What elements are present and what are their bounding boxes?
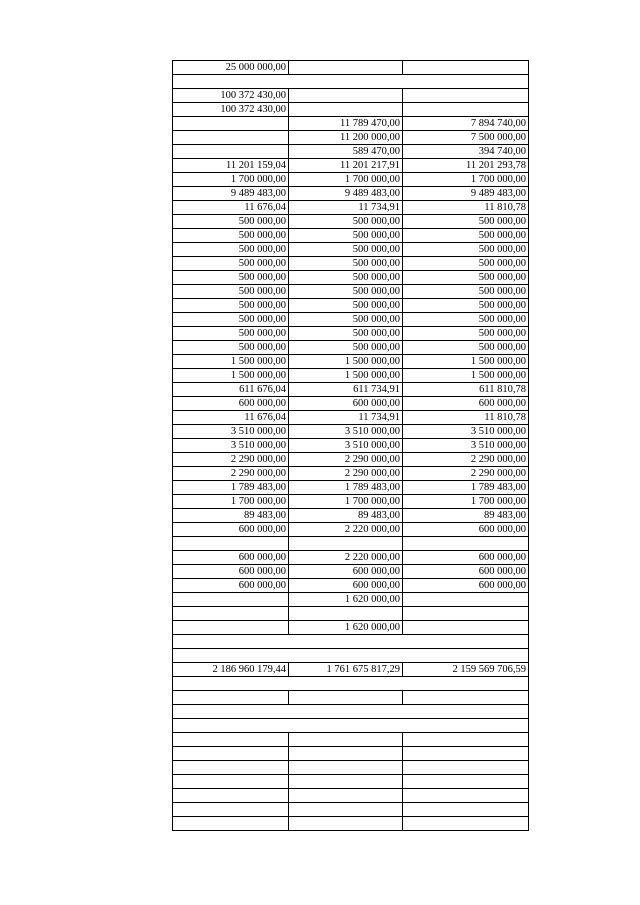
table-cell-col3: 11 810,78 xyxy=(403,411,529,425)
table-cell-col1 xyxy=(173,761,289,775)
table-row xyxy=(173,355,529,369)
table-cell-col3: 500 000,00 xyxy=(403,257,529,271)
table-cell-col3 xyxy=(403,621,529,635)
table-row xyxy=(173,425,529,439)
table-row xyxy=(173,201,529,215)
table-cell-col1: 500 000,00 xyxy=(173,313,289,327)
table-row xyxy=(173,803,529,817)
table-cell-col2: 11 789 470,00 xyxy=(289,117,403,131)
table-row xyxy=(173,747,529,761)
table-cell-col2: 600 000,00 xyxy=(289,397,403,411)
table-cell-col2: 11 200 000,00 xyxy=(289,131,403,145)
table-cell-col1: 1 789 483,00 xyxy=(173,481,289,495)
table-cell-col3: 3 510 000,00 xyxy=(403,439,529,453)
table-cell-col2: 500 000,00 xyxy=(289,271,403,285)
table-body xyxy=(173,61,529,831)
table-row xyxy=(173,719,529,733)
table-row xyxy=(173,467,529,481)
table-cell-col3 xyxy=(403,593,529,607)
table-cell-col1: 500 000,00 xyxy=(173,285,289,299)
table-cell-col2: 500 000,00 xyxy=(289,243,403,257)
table-row xyxy=(173,579,529,593)
table-cell-col2: 1 500 000,00 xyxy=(289,355,403,369)
table-cell-col3: 394 740,00 xyxy=(403,145,529,159)
table-row xyxy=(173,327,529,341)
table-cell-col2: 3 510 000,00 xyxy=(289,439,403,453)
table-cell-col2 xyxy=(289,747,403,761)
table-cell-col3: 600 000,00 xyxy=(403,565,529,579)
table-cell-col2: 500 000,00 xyxy=(289,215,403,229)
table-cell-col2: 500 000,00 xyxy=(289,313,403,327)
table-row xyxy=(173,523,529,537)
table-row xyxy=(173,677,529,691)
table-cell-col1 xyxy=(173,817,289,831)
table-cell-col1 xyxy=(173,789,289,803)
table-row xyxy=(173,565,529,579)
table-cell-col3: 1 500 000,00 xyxy=(403,369,529,383)
table-cell-col3 xyxy=(403,803,529,817)
table-cell-col2 xyxy=(289,803,403,817)
table-cell-col2: 1 620 000,00 xyxy=(289,621,403,635)
table-cell-col2: 2 290 000,00 xyxy=(289,453,403,467)
table-row xyxy=(173,397,529,411)
table-cell-col2: 1 500 000,00 xyxy=(289,369,403,383)
table-cell-col1: 89 483,00 xyxy=(173,509,289,523)
budget-table xyxy=(172,60,529,831)
table-row xyxy=(173,453,529,467)
table-cell-col1: 600 000,00 xyxy=(173,565,289,579)
table-row xyxy=(173,257,529,271)
table-row xyxy=(173,229,529,243)
table-cell-col2 xyxy=(289,789,403,803)
table-cell-col2 xyxy=(289,103,403,117)
table-row xyxy=(173,285,529,299)
table-cell-col1: 1 700 000,00 xyxy=(173,495,289,509)
table-cell-col2: 500 000,00 xyxy=(289,299,403,313)
table-cell-col3 xyxy=(403,789,529,803)
table-cell-col3: 600 000,00 xyxy=(403,523,529,537)
table-cell-col1: 11 676,04 xyxy=(173,411,289,425)
table-cell-col2: 2 220 000,00 xyxy=(289,551,403,565)
table-cell-col1 xyxy=(173,621,289,635)
table-cell-col3: 500 000,00 xyxy=(403,341,529,355)
table-row xyxy=(173,61,529,75)
table-row xyxy=(173,215,529,229)
table-row xyxy=(173,145,529,159)
table-cell-col3: 2 290 000,00 xyxy=(403,467,529,481)
table-row xyxy=(173,691,529,705)
table-cell-col3 xyxy=(403,607,529,621)
table-cell-col1: 500 000,00 xyxy=(173,341,289,355)
table-row xyxy=(173,411,529,425)
table-cell-col3: 11 810,78 xyxy=(403,201,529,215)
table-row xyxy=(173,607,529,621)
merged-cell xyxy=(173,649,529,663)
table-row xyxy=(173,733,529,747)
table-cell-col2: 600 000,00 xyxy=(289,565,403,579)
table-cell-col2 xyxy=(289,733,403,747)
table-cell-col2: 1 700 000,00 xyxy=(289,495,403,509)
table-cell-col2: 1 789 483,00 xyxy=(289,481,403,495)
table-cell-col2: 11 734,91 xyxy=(289,411,403,425)
table-cell-col3 xyxy=(403,775,529,789)
table-row xyxy=(173,621,529,635)
table-row xyxy=(173,103,529,117)
table-cell-col3: 600 000,00 xyxy=(403,579,529,593)
table-row xyxy=(173,537,529,551)
table-cell-col3 xyxy=(403,691,529,705)
table-row xyxy=(173,89,529,103)
table-cell-col2: 500 000,00 xyxy=(289,285,403,299)
merged-cell xyxy=(173,719,529,733)
table-cell-col1 xyxy=(173,775,289,789)
table-cell-col3: 9 489 483,00 xyxy=(403,187,529,201)
table-cell-col3: 11 201 293,78 xyxy=(403,159,529,173)
table-cell-col1: 11 676,04 xyxy=(173,201,289,215)
table-cell-col3: 600 000,00 xyxy=(403,551,529,565)
table-cell-col3: 500 000,00 xyxy=(403,215,529,229)
table-cell-col3 xyxy=(403,537,529,551)
table-cell-col2: 2 290 000,00 xyxy=(289,467,403,481)
table-cell-col1: 600 000,00 xyxy=(173,551,289,565)
table-cell-col3: 1 700 000,00 xyxy=(403,173,529,187)
table-cell-col1: 2 186 960 179,44 xyxy=(173,663,289,677)
table-cell-col2: 500 000,00 xyxy=(289,341,403,355)
merged-cell xyxy=(173,677,529,691)
table-row xyxy=(173,551,529,565)
table-cell-col1: 2 290 000,00 xyxy=(173,453,289,467)
table-row xyxy=(173,187,529,201)
spreadsheet-page xyxy=(172,60,528,831)
table-row xyxy=(173,509,529,523)
table-cell-col2: 3 510 000,00 xyxy=(289,425,403,439)
table-cell-col2: 500 000,00 xyxy=(289,327,403,341)
table-row xyxy=(173,775,529,789)
table-row xyxy=(173,817,529,831)
table-cell-col2: 500 000,00 xyxy=(289,229,403,243)
table-cell-col2: 11 734,91 xyxy=(289,201,403,215)
table-cell-col1: 500 000,00 xyxy=(173,327,289,341)
table-row xyxy=(173,439,529,453)
table-cell-col2: 11 201 217,91 xyxy=(289,159,403,173)
table-cell-col1 xyxy=(173,131,289,145)
table-cell-col3: 500 000,00 xyxy=(403,327,529,341)
table-cell-col3: 500 000,00 xyxy=(403,271,529,285)
table-cell-col2 xyxy=(289,691,403,705)
table-cell-col2: 1 761 675 817,29 xyxy=(289,663,403,677)
table-cell-col3 xyxy=(403,747,529,761)
table-cell-col1 xyxy=(173,691,289,705)
table-cell-col2: 2 220 000,00 xyxy=(289,523,403,537)
table-cell-col1: 1 700 000,00 xyxy=(173,173,289,187)
merged-cell xyxy=(173,635,529,649)
table-cell-col3: 611 810,78 xyxy=(403,383,529,397)
table-cell-col1 xyxy=(173,747,289,761)
table-cell-col2 xyxy=(289,89,403,103)
table-cell-col3 xyxy=(403,733,529,747)
table-cell-col3: 500 000,00 xyxy=(403,285,529,299)
table-cell-col2: 89 483,00 xyxy=(289,509,403,523)
table-cell-col2: 611 734,91 xyxy=(289,383,403,397)
table-cell-col3 xyxy=(403,89,529,103)
table-cell-col1: 600 000,00 xyxy=(173,397,289,411)
table-row xyxy=(173,131,529,145)
table-cell-col1 xyxy=(173,537,289,551)
table-cell-col2: 1 620 000,00 xyxy=(289,593,403,607)
table-row xyxy=(173,369,529,383)
table-cell-col1: 500 000,00 xyxy=(173,215,289,229)
table-cell-col2 xyxy=(289,761,403,775)
table-row xyxy=(173,789,529,803)
table-cell-col2: 600 000,00 xyxy=(289,579,403,593)
table-cell-col1: 600 000,00 xyxy=(173,523,289,537)
table-row xyxy=(173,243,529,257)
table-cell-col1: 3 510 000,00 xyxy=(173,425,289,439)
table-cell-col1: 500 000,00 xyxy=(173,271,289,285)
table-cell-col3: 1 700 000,00 xyxy=(403,495,529,509)
table-row xyxy=(173,383,529,397)
table-cell-col1: 25 000 000,00 xyxy=(173,61,289,75)
table-cell-col2 xyxy=(289,607,403,621)
table-row xyxy=(173,313,529,327)
table-cell-col1: 611 676,04 xyxy=(173,383,289,397)
table-row xyxy=(173,159,529,173)
table-cell-col3: 3 510 000,00 xyxy=(403,425,529,439)
table-cell-col1: 1 500 000,00 xyxy=(173,369,289,383)
table-row xyxy=(173,341,529,355)
table-cell-col1: 3 510 000,00 xyxy=(173,439,289,453)
table-cell-col3: 7 500 000,00 xyxy=(403,131,529,145)
table-cell-col1: 500 000,00 xyxy=(173,229,289,243)
table-cell-col1: 1 500 000,00 xyxy=(173,355,289,369)
table-row xyxy=(173,649,529,663)
table-row xyxy=(173,761,529,775)
table-row xyxy=(173,635,529,649)
table-cell-col1: 500 000,00 xyxy=(173,257,289,271)
table-cell-col2: 589 470,00 xyxy=(289,145,403,159)
table-cell-col1: 600 000,00 xyxy=(173,579,289,593)
table-cell-col1 xyxy=(173,593,289,607)
table-cell-col1 xyxy=(173,803,289,817)
table-cell-col2: 1 700 000,00 xyxy=(289,173,403,187)
table-cell-col2 xyxy=(289,537,403,551)
table-cell-col3: 2 159 569 706,59 xyxy=(403,663,529,677)
table-row xyxy=(173,271,529,285)
table-cell-col1 xyxy=(173,607,289,621)
table-cell-col3: 500 000,00 xyxy=(403,243,529,257)
table-cell-col3 xyxy=(403,61,529,75)
table-cell-col2 xyxy=(289,61,403,75)
table-cell-col3: 89 483,00 xyxy=(403,509,529,523)
table-cell-col1: 11 201 159,04 xyxy=(173,159,289,173)
table-cell-col1 xyxy=(173,117,289,131)
table-cell-col3 xyxy=(403,761,529,775)
table-cell-col1 xyxy=(173,733,289,747)
table-row xyxy=(173,299,529,313)
table-cell-col1: 100 372 430,00 xyxy=(173,89,289,103)
table-cell-col1: 2 290 000,00 xyxy=(173,467,289,481)
table-cell-col2 xyxy=(289,817,403,831)
table-cell-col1 xyxy=(173,145,289,159)
table-row xyxy=(173,705,529,719)
table-cell-col3: 7 894 740,00 xyxy=(403,117,529,131)
table-cell-col3: 600 000,00 xyxy=(403,397,529,411)
table-cell-col1: 100 372 430,00 xyxy=(173,103,289,117)
table-cell-col2: 9 489 483,00 xyxy=(289,187,403,201)
table-row xyxy=(173,481,529,495)
table-cell-col3: 2 290 000,00 xyxy=(403,453,529,467)
table-row xyxy=(173,117,529,131)
table-cell-col3: 1 500 000,00 xyxy=(403,355,529,369)
table-cell-col3: 1 789 483,00 xyxy=(403,481,529,495)
table-cell-col1: 500 000,00 xyxy=(173,299,289,313)
merged-cell xyxy=(173,75,529,89)
table-cell-col2: 500 000,00 xyxy=(289,257,403,271)
table-cell-col1: 9 489 483,00 xyxy=(173,187,289,201)
table-row xyxy=(173,495,529,509)
table-cell-col3: 500 000,00 xyxy=(403,229,529,243)
table-row xyxy=(173,663,529,677)
table-cell-col2 xyxy=(289,775,403,789)
table-row xyxy=(173,593,529,607)
table-cell-col3: 500 000,00 xyxy=(403,313,529,327)
table-row xyxy=(173,75,529,89)
table-cell-col3: 500 000,00 xyxy=(403,299,529,313)
merged-cell xyxy=(173,705,529,719)
table-cell-col3 xyxy=(403,817,529,831)
table-cell-col1: 500 000,00 xyxy=(173,243,289,257)
table-row xyxy=(173,173,529,187)
table-cell-col3 xyxy=(403,103,529,117)
